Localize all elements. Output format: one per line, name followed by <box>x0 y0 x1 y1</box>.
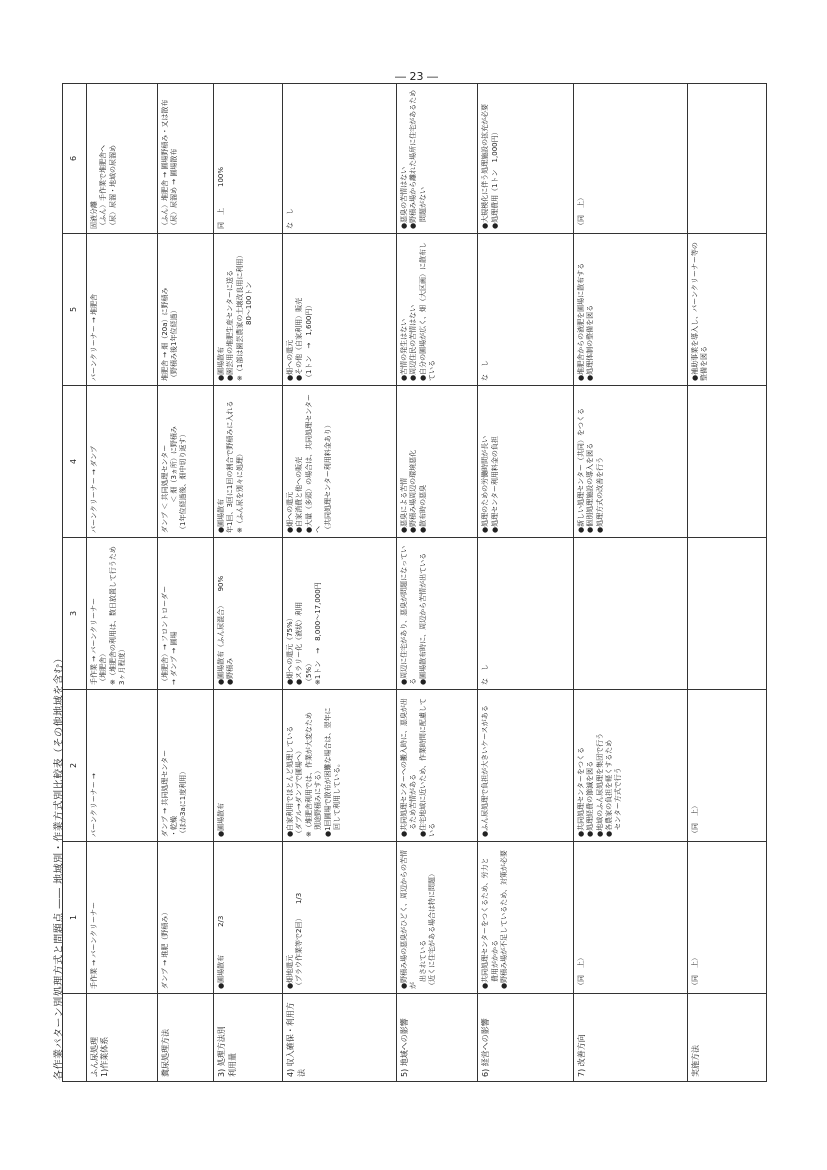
row-label: 6) 経営への影響 <box>478 994 574 1082</box>
column-header: 5 <box>63 234 87 386</box>
row-label: 実施方法 <box>687 994 766 1082</box>
table-cell: ●圃場散布 ●園芸用の堆肥生産センターに送る ※（1部は園芸農家の土壌改良用に利用） 80～100トン <box>214 234 283 386</box>
table-cell: ●圃場散布 年1回、3回に1回の割合で野積みに入れる ※（ふん尿を別々に処理） <box>214 386 283 538</box>
table-cell: （ふん）堆肥舎 → 圃場野積み・又は散布 （尿）尿溜め → 圃場散布 <box>157 84 214 234</box>
table-cell: ●共同処理センターへの搬入時に、悪臭が出 るため苦情がある ●住宅地域に近いため、作業時間に配慮している <box>396 690 477 842</box>
column-header: 2 <box>63 690 87 842</box>
table-cell <box>573 538 687 690</box>
table-cell: な し <box>282 84 396 234</box>
table-cell: ●共同処理センターをつくるため、労力と 費用がかかる ●野積み場が不足しているため、対策が必要 <box>478 842 574 994</box>
table-cell: ダンプ → 共同処理センター ・乾燥 （ほか3aに1度利用） <box>157 690 214 842</box>
table-cell: バーンクリーナー → ダンプ <box>86 386 157 538</box>
table-cell: ダンプ → 堆肥（野積み） <box>157 842 214 994</box>
table-cell: ●野積み場の悪臭がひどく、周辺からの苦情が 出されている （近くに住宅がある場合は特に問題） <box>396 842 477 994</box>
table-cell: ●悪臭の苦情はない ●野積み場から離れた場所に住宅があるため 問題がない <box>396 84 477 234</box>
table-cell: な し <box>478 538 574 690</box>
table-row <box>214 84 283 1082</box>
table-cell <box>687 538 766 690</box>
table-cell: バーンクリーナー → <box>86 690 157 842</box>
header-corner <box>63 994 87 1082</box>
table-cell: （同 上） <box>687 842 766 994</box>
table-cell: な し <box>478 234 574 386</box>
table-cell: ●共同処理センターをつくる ●処理経費の節減を図る ●地域のふん尿処理を集団で行う ●各農家の負担を軽くするため センター方式で行う <box>573 690 687 842</box>
table-cell: バーンクリーナー → 堆肥舎 <box>86 234 157 386</box>
table-row <box>478 84 574 1082</box>
table-cell: ●周辺に住宅があり、悪臭が問題になっている ●圃場散布時に、周辺から苦情が出ている <box>396 538 477 690</box>
table-cell: ●自家利用でほとんど処理している （ダブル→ダンプで圃場へ） ※（堆肥舎利用では、作業が大変なため 別途野積みにする） ●1回圃場で散布が困難な場合は、翌年に 回して利用している。 <box>282 690 396 842</box>
table-cell: 固液分離 （ふん）手作業で堆肥舎へ （尿）尿溜・地域の尿溜め <box>86 84 157 234</box>
table-cell: ●圃場散布 <box>214 690 283 842</box>
table-cell <box>687 386 766 538</box>
table-cell: ●大規模化に伴う処理施設の拡充が必要 ●処理費用（1トン 1,000円） <box>478 84 574 234</box>
table-cell: （同 上） <box>573 84 687 234</box>
comparison-table <box>62 83 767 1082</box>
table-cell: ●補助事業を導入し、パーンクリーナー等の整備を図る <box>687 234 766 386</box>
table-cell: 堆肥舎 → 畑（20a）に野積み （野積み後1年位経過） <box>157 234 214 386</box>
table-row <box>86 84 157 1082</box>
column-header: 1 <box>63 842 87 994</box>
table-cell <box>687 84 766 234</box>
page-number: ― 23 ― <box>395 70 438 83</box>
table-row <box>282 84 396 1082</box>
table-row <box>687 84 766 1082</box>
row-label: ふん尿処理 1)作業体系 <box>86 994 157 1082</box>
column-header: 4 <box>63 386 87 538</box>
table-cell: ●悪臭による苦情 ●野積み場周辺の環境悪化 ●散布時の悪臭 <box>396 386 477 538</box>
table-cell: ●畑への還元（75%） ●スラリー化（液状）利用 （5%） ※1トン → 8,000～17,000円 <box>282 538 396 690</box>
table-row <box>157 84 214 1082</box>
document-title: 各作業パターン別処理方式と問題点 ―― 地域別・作業方式別比較表（その他地域を含む） <box>54 652 65 1080</box>
table-cell: 手作業 → バーンクリーナー <box>86 842 157 994</box>
table-cell: 同 上 100% <box>214 84 283 234</box>
table-cell: ●圃場散布（ふん尿混合） 90% ●野積み <box>214 538 283 690</box>
table-row <box>573 84 687 1082</box>
table-cell: ●処理のための労働時間が長い ●処理センター利用料金の負担 <box>478 386 574 538</box>
table-row <box>396 84 477 1082</box>
row-label: 3) 処理方法別 利用量 <box>214 994 283 1082</box>
row-label: 7) 改善方向 <box>573 994 687 1082</box>
table-header-row <box>63 84 87 1082</box>
table-cell: ●堆肥舎からの液肥を圃場に散布する ●処理体制の整備を図る <box>573 234 687 386</box>
table-cell: （堆肥舎）→ フロントローダー → ダンプ → 圃場 <box>157 538 214 690</box>
table-cell: ●苦情の発生はない ●周辺住民の苦情はない ●自分の圃場が広く、畑（大区画）に散布している <box>396 234 477 386</box>
row-label: 糞尿処理方法 <box>157 994 214 1082</box>
table-cell: ●畑への還元 ●自家消費と他への販売 ●大量（多頭）の場合は、共同処理センターへ （共同処理センター利用料金あり） <box>282 386 396 538</box>
table-cell: 手作業 → バーンクリーナー （堆肥舎） ※（堆肥舎の利用は、数日放置して行うため3ヶ月程度） <box>86 538 157 690</box>
table-cell: ●畑地還元 （プラウ作業等で2回） 1/3 <box>282 842 396 994</box>
column-header: 3 <box>63 538 87 690</box>
table-cell: ダンプ ＜ 共同処理センター ＜ 畑（3ヵ所）に野積み （1年位経過後、畑中切り返す） <box>157 386 214 538</box>
row-label: 5) 地域への影響 <box>396 994 477 1082</box>
table-cell: （同 上） <box>687 690 766 842</box>
row-label: 4) 収入確保・利用方法 <box>282 994 396 1082</box>
table-cell: ●圃場散布 2/3 <box>214 842 283 994</box>
table-cell: （同 上） <box>573 842 687 994</box>
column-header: 6 <box>63 84 87 234</box>
table-cell: ●新しい処理センター（共同）をつくる ●個別処理施設の導入を図る ●処理方式の改善を行う <box>573 386 687 538</box>
table-cell: ●畑への還元 ●その他（自家利用）販売 （1トン → 1,600円） <box>282 234 396 386</box>
table-cell: ●ふん尿処理で負担が大きいケースがある <box>478 690 574 842</box>
